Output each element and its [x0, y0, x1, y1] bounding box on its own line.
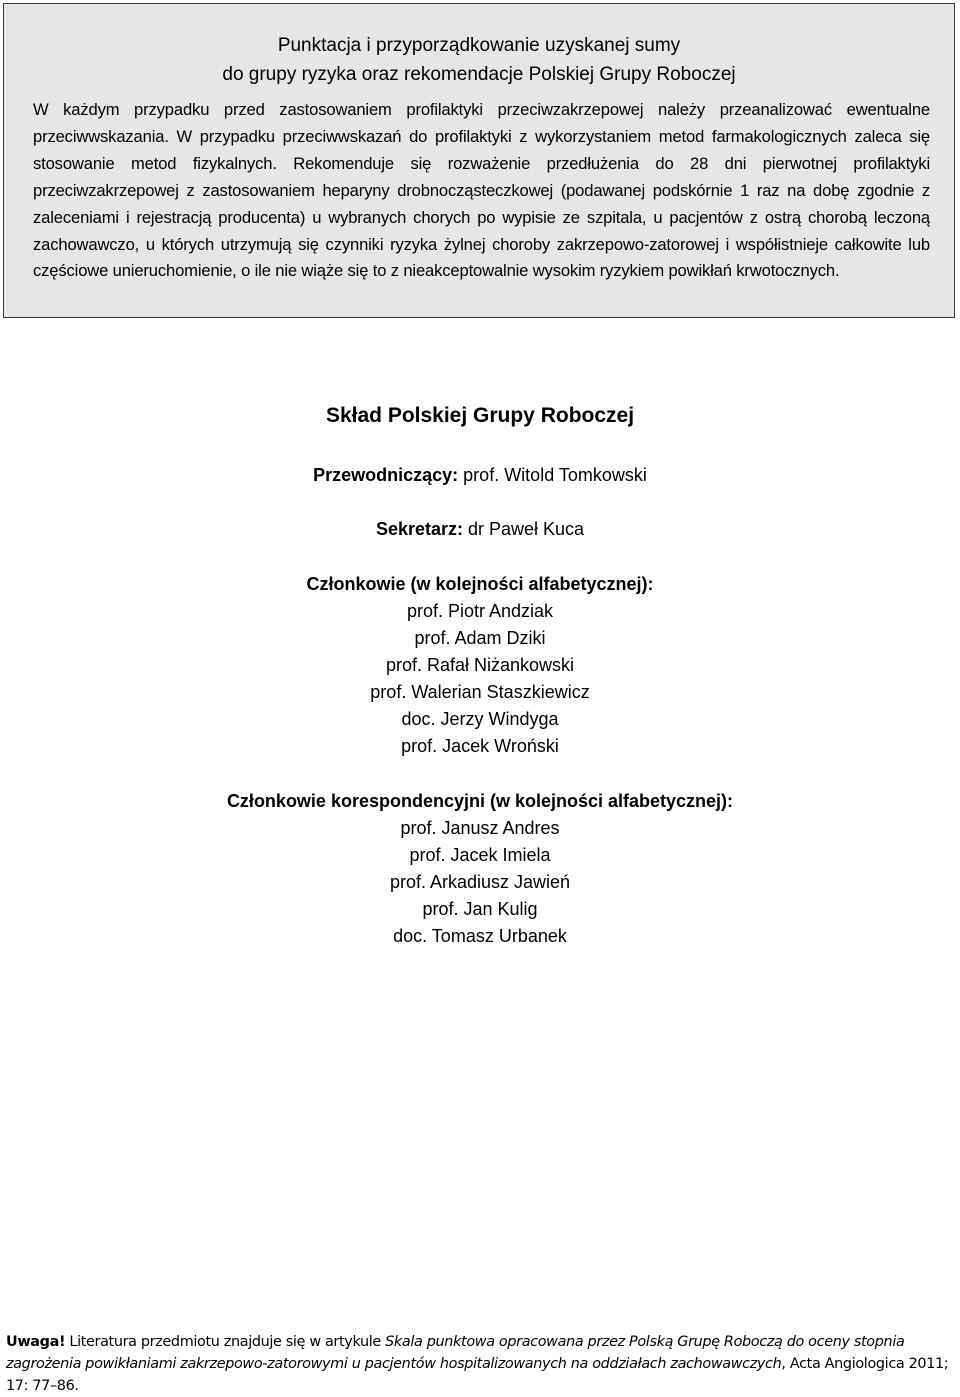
- citation: , Acta Angiologica 2011; 17: 77–86.: [6, 1356, 949, 1394]
- chair-name: prof. Witold Tomkowski: [463, 465, 647, 485]
- member-item: doc. Jerzy Windyga: [401, 709, 559, 729]
- article-title: Skala punktowa opracowana przez Polską Grupę Roboczą do oceny stopnia zagrożenia powikłaniami zakrzepowo-zatorowymi u pacjentów hospitalizowanych na oddziałach zachowawczych: [6, 1334, 905, 1372]
- secretary-line: [0, 516, 960, 543]
- warning-label: Uwaga!: [6, 1334, 66, 1350]
- corresponding-member-item: prof. Janusz Andres: [400, 818, 560, 838]
- chair-line: [0, 462, 960, 489]
- member-item: prof. Jacek Wroński: [401, 736, 559, 756]
- corresponding-members-heading: Członkowie korespondencyjni (w kolejności alfabetycznej):: [226, 791, 734, 811]
- member-item: prof. Walerian Staszkiewicz: [370, 682, 590, 702]
- secretary-label: Sekretarz:: [375, 519, 463, 539]
- member-item: prof. Adam Dziki: [414, 628, 546, 648]
- member-item: prof. Rafał Niżankowski: [385, 655, 575, 675]
- literature-note: [6, 1331, 954, 1397]
- recommendation-box: [3, 3, 955, 318]
- members-heading: Członkowie (w kolejności alfabetycznej):: [306, 574, 654, 594]
- working-group-title: Skład Polskiej Grupy Roboczej: [325, 404, 635, 427]
- corresponding-member-item: prof. Arkadiusz Jawień: [389, 872, 571, 892]
- corresponding-member-item: prof. Jacek Imiela: [409, 845, 551, 865]
- note-text: Literatura przedmiotu znajduje się w artykule: [65, 1334, 386, 1350]
- box-title-line-1: Punktacja i przyporządkowanie uzyskanej sumy: [277, 35, 681, 56]
- member-item: prof. Piotr Andziak: [406, 601, 554, 621]
- box-title-line-2: do grupy ryzyka oraz rekomendacje Polskiej Grupy Roboczej: [222, 64, 736, 85]
- secretary-name: dr Paweł Kuca: [468, 519, 585, 539]
- chair-label: Przewodniczący:: [313, 465, 459, 485]
- corresponding-member-item: prof. Jan Kulig: [422, 899, 538, 919]
- recommendation-paragraph: W każdym przypadku przed zastosowaniem profilaktyki przeciwzakrzepowej należy przeanalizować ewentualne przeciwwskazania. W przypadku przeciwwskazań do profilaktyki z wykorzystaniem metod farmakologicznych zaleca się stosowanie metod fizykalnych. Rekomenduje się rozważenie przedłużenia do 28 dni pierwotnej profilaktyki przeciwzakrzepowej z zastosowaniem heparyny drobnocząsteczkowej (podawanej podskórnie 1 raz na dobę zgodnie z zaleceniami i rejestracją producenta) u wybranych chorych po wypisie ze szpitala, u pacjentów z ostrą chorobą leczoną zachowawczo, u których utrzymują się czynniki ryzyka żylnej choroby zakrzepowo-zatorowej i współistnieje całkowite lub częściowe unieruchomienie, o ile nie wiąże się to z nieakceptowalnie wysokim ryzykiem powikłań krwotocznych.: [33, 100, 930, 281]
- corresponding-member-item: doc. Tomasz Urbanek: [393, 926, 567, 946]
